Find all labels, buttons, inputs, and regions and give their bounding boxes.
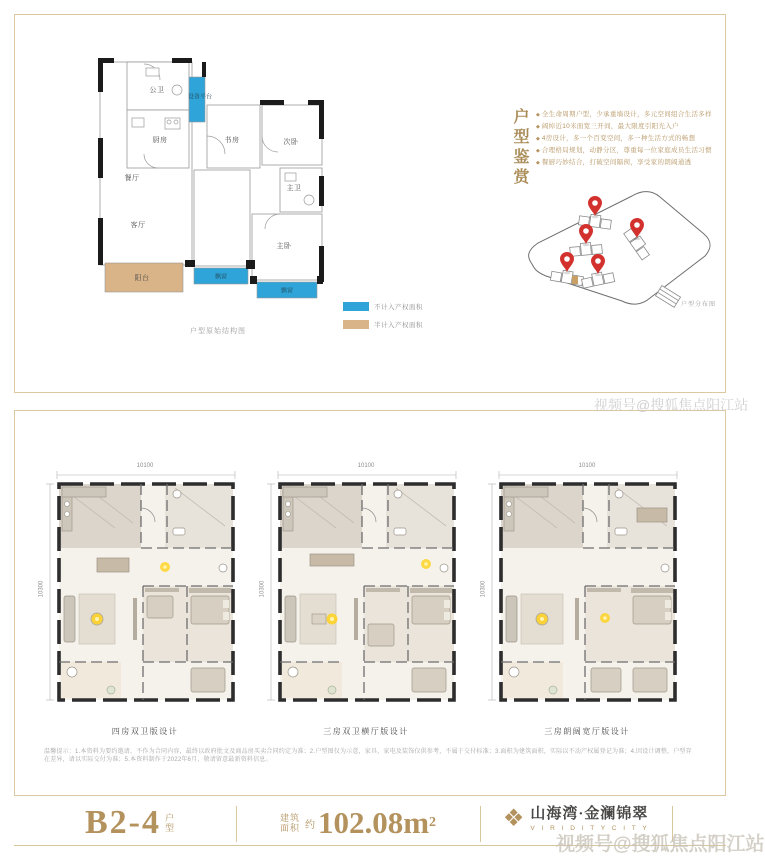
appreciation-bullet: ◆ 餐厨巧妙结合，打破空间隔阂，享受家的朗阔通透 bbox=[536, 157, 694, 169]
area-block bbox=[236, 804, 480, 842]
structure-floorplan bbox=[72, 50, 332, 310]
unit-suffix: 型 bbox=[164, 823, 175, 833]
unit-name-block bbox=[24, 804, 236, 842]
brand-name-cn: 山海湾·金澜锦翠 bbox=[530, 806, 649, 822]
furnished-plan-2 bbox=[259, 463, 466, 713]
area-approx-label: 约 bbox=[304, 819, 315, 831]
structure-plan-caption: 户型原始结构图 bbox=[190, 328, 246, 335]
legend-label: 不计入产权面积 bbox=[374, 304, 423, 311]
room-label-bay-window: 飘窗 bbox=[280, 288, 294, 295]
site-map-caption: 户型分布图 bbox=[680, 302, 716, 308]
appreciation-bullet: ◆ 4房设计，多一个百变空间，多一种生活方式的畅想 bbox=[536, 133, 694, 145]
watermark-text: 视频号@搜狐焦点阳江站 bbox=[594, 397, 749, 413]
legend-swatch-half-counted bbox=[343, 320, 369, 329]
site-distribution-map bbox=[516, 186, 718, 312]
room-label-equipment-platform: 设备平台 bbox=[187, 94, 213, 101]
room-label-dining: 餐厅 bbox=[124, 175, 140, 182]
room-label-second-bedroom: 次卧 bbox=[283, 139, 299, 146]
room-label-master-bedroom: 主卧 bbox=[276, 243, 292, 250]
furnished-plan-3 bbox=[480, 463, 687, 713]
area-superscript: 2 bbox=[429, 815, 437, 830]
appreciation-bullet: ◆ 合理格局规划，动静分区，尊重每一位家庭成员生活习惯 bbox=[536, 145, 694, 157]
legend-item-tan bbox=[343, 320, 423, 329]
dimension-label-top: 10100 bbox=[578, 463, 596, 469]
site-boundary bbox=[529, 192, 711, 305]
furnished-floorplan-drawing bbox=[487, 468, 687, 713]
room-label-public-bath: 公卫 bbox=[149, 87, 165, 94]
room-label-bay-window: 飘窗 bbox=[214, 274, 228, 281]
highlighted-building-marker bbox=[572, 276, 578, 284]
legend-label: 半计入产权面积 bbox=[374, 322, 423, 329]
dimension-label-left: 10300 bbox=[480, 580, 487, 598]
furnished-plan-1 bbox=[38, 463, 245, 713]
brand-name-en: V I R I D I T Y C I T Y bbox=[530, 825, 650, 832]
appreciation-bullet-list bbox=[536, 109, 712, 169]
dimension-label-top: 10100 bbox=[136, 463, 154, 469]
dimension-label-top: 10100 bbox=[357, 463, 375, 469]
appreciation-bullet: ◆ 阔绰近10米面宽三开间，最大限度引阳光入户 bbox=[536, 121, 694, 133]
structure-floorplan-drawing bbox=[72, 50, 332, 310]
brand-logo-block bbox=[480, 806, 672, 832]
footer-rule bbox=[14, 845, 726, 846]
appreciation-title: 户型鉴赏 bbox=[511, 108, 528, 188]
legend-swatch-not-counted bbox=[343, 302, 369, 311]
area-value: 102.08m bbox=[317, 805, 430, 840]
site-map-drawing bbox=[516, 186, 718, 312]
furnished-floorplan-drawing bbox=[45, 468, 245, 713]
legend-item-blue bbox=[343, 302, 423, 311]
furnished-floorplan-drawing bbox=[266, 468, 466, 713]
room-label-balcony: 阳台 bbox=[134, 275, 150, 282]
appreciation-bullet: ◆ 全生命周期户型，少承重墙设计，多元空间组合生活多样 bbox=[536, 109, 694, 121]
area-label: 建筑 bbox=[279, 813, 300, 823]
room-label-living: 客厅 bbox=[130, 222, 146, 229]
dimension-label-left: 10300 bbox=[38, 580, 45, 598]
room-label-study: 书房 bbox=[224, 137, 240, 144]
plan-caption-3: 三房朗阔宽厅版设计 bbox=[544, 727, 630, 736]
plan-caption-2: 三房双卫横厅版设计 bbox=[323, 727, 409, 736]
room-label-master-bath: 主卫 bbox=[286, 185, 302, 192]
area-label: 面积 bbox=[279, 823, 300, 833]
brand-ornament-icon: ❖ bbox=[502, 805, 525, 832]
room-label-kitchen: 厨房 bbox=[152, 137, 168, 144]
plan-caption-1: 四房双卫版设计 bbox=[111, 727, 179, 736]
watermark-text: 视频号@搜狐焦点阳江站 bbox=[556, 834, 765, 855]
area-legend bbox=[343, 302, 423, 338]
dimension-label-left: 10300 bbox=[259, 580, 266, 598]
unit-name: B2-4 bbox=[84, 804, 161, 841]
footer-divider bbox=[672, 806, 673, 842]
unit-suffix: 户 bbox=[164, 813, 175, 823]
disclaimer-text: 温馨提示：1.本资料为要约邀请，不作为合同内容，最终以政府批文及商品房买卖合同约定为准；2.户型图仅为示意，家具、家电及装饰仅供参考，不属于交付标准；3.面积为建筑面积，实际以不动产权属登记为准；4.因设计调整，户型存在差异，请以实际交付为准；5.本资料制作于2022年6月，敬请留意最新资料信息。 bbox=[44, 749, 692, 763]
